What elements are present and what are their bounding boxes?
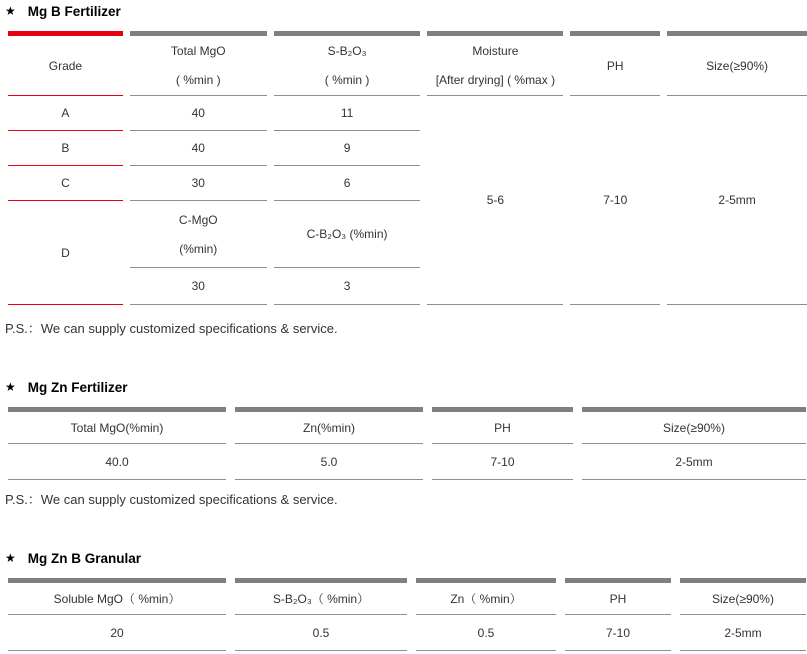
grade-cell-d: D	[8, 201, 123, 305]
header-line: ( %min )	[324, 73, 370, 87]
total-mgo-column	[130, 31, 267, 305]
header-line: [After drying] ( %max )	[435, 73, 556, 87]
value-cell: 20	[8, 615, 226, 651]
value-cell: 6	[274, 166, 421, 201]
mg-zn-b-granular-table	[8, 578, 807, 651]
star-icon: ★	[5, 380, 16, 394]
section-title-mg-zn-b-granular	[5, 549, 807, 567]
column-header-s-b2o3: S-B₂O₃（ %min）	[235, 583, 407, 615]
s-b2o3-column	[235, 578, 407, 651]
ph-column	[432, 407, 573, 480]
header-line: S-B₂O₃	[327, 44, 367, 58]
column-header-zn: Zn(%min)	[235, 412, 423, 444]
value-cell: 7-10	[565, 615, 671, 651]
value-cell: 2-5mm	[680, 615, 806, 651]
column-header-size: Size(≥90%)	[582, 412, 806, 444]
ph-column	[570, 31, 660, 305]
column-header-zn: Zn（ %min）	[416, 583, 556, 615]
value-cell: 40	[130, 131, 267, 166]
ph-column	[565, 578, 671, 651]
moisture-column	[427, 31, 563, 305]
grade-column	[8, 31, 123, 305]
column-header-ph: PH	[570, 36, 660, 96]
section-title-text: Mg Zn B Granular	[27, 550, 142, 566]
value-cell: 7-10	[570, 96, 660, 305]
zn-column	[416, 578, 556, 651]
zn-column	[235, 407, 423, 480]
value-cell: 7-10	[432, 444, 573, 480]
total-mgo-column	[8, 407, 226, 480]
subheader-line: C-MgO	[178, 212, 218, 227]
size-column	[667, 31, 807, 305]
ps-note: P.S.：We can supply customized specifications & service.	[5, 321, 338, 336]
value-cell: 5.0	[235, 444, 423, 480]
ps-note: P.S.：We can supply customized specifications & service.	[5, 492, 338, 507]
d-subheader-cell	[130, 201, 267, 268]
grade-cell-a: A	[8, 96, 123, 131]
grade-cell-c: C	[8, 166, 123, 201]
column-header-total-mgo	[130, 36, 267, 96]
column-header-soluble-mgo: Soluble MgO（ %min）	[8, 583, 226, 615]
column-header-size: Size(≥90%)	[680, 583, 806, 615]
header-line: ( %min )	[175, 73, 221, 87]
value-cell: 9	[274, 131, 421, 166]
header-line: Total MgO	[170, 44, 226, 58]
d-subheader-cell: C-B₂O₃ (%min)	[274, 201, 421, 268]
column-header-size: Size(≥90%)	[667, 36, 807, 96]
s-b2o3-column	[274, 31, 421, 305]
star-icon: ★	[5, 551, 16, 565]
value-cell: 0.5	[416, 615, 556, 651]
column-header-ph: PH	[432, 412, 573, 444]
value-cell: 11	[274, 96, 421, 131]
column-header-total-mgo: Total MgO(%min)	[8, 412, 226, 444]
column-header-ph: PH	[565, 583, 671, 615]
mg-b-fertilizer-table	[8, 31, 807, 305]
grade-cell-b: B	[8, 131, 123, 166]
value-cell: 2-5mm	[582, 444, 806, 480]
section-title-mg-b-fertilizer	[5, 2, 807, 20]
column-header-grade: Grade	[8, 36, 123, 96]
size-column	[680, 578, 806, 651]
star-icon: ★	[5, 4, 16, 18]
value-cell: 2-5mm	[667, 96, 807, 305]
value-cell: 40	[130, 96, 267, 131]
soluble-mgo-column	[8, 578, 226, 651]
value-cell: 0.5	[235, 615, 407, 651]
value-cell: 30	[130, 166, 267, 201]
section-title-text: Mg B Fertilizer	[27, 3, 121, 19]
section-title-text: Mg Zn Fertilizer	[27, 379, 128, 395]
section-title-mg-zn-fertilizer	[5, 378, 807, 396]
value-cell: 5-6	[427, 96, 563, 305]
value-cell: 3	[274, 268, 421, 305]
value-cell: 30	[130, 268, 267, 305]
column-header-s-b2o3	[274, 36, 421, 96]
subheader-line: (%min)	[179, 241, 218, 256]
size-column	[582, 407, 806, 480]
header-line: Moisture	[472, 44, 519, 58]
mg-zn-fertilizer-table	[8, 407, 807, 480]
value-cell: 40.0	[8, 444, 226, 480]
column-header-moisture	[427, 36, 563, 96]
